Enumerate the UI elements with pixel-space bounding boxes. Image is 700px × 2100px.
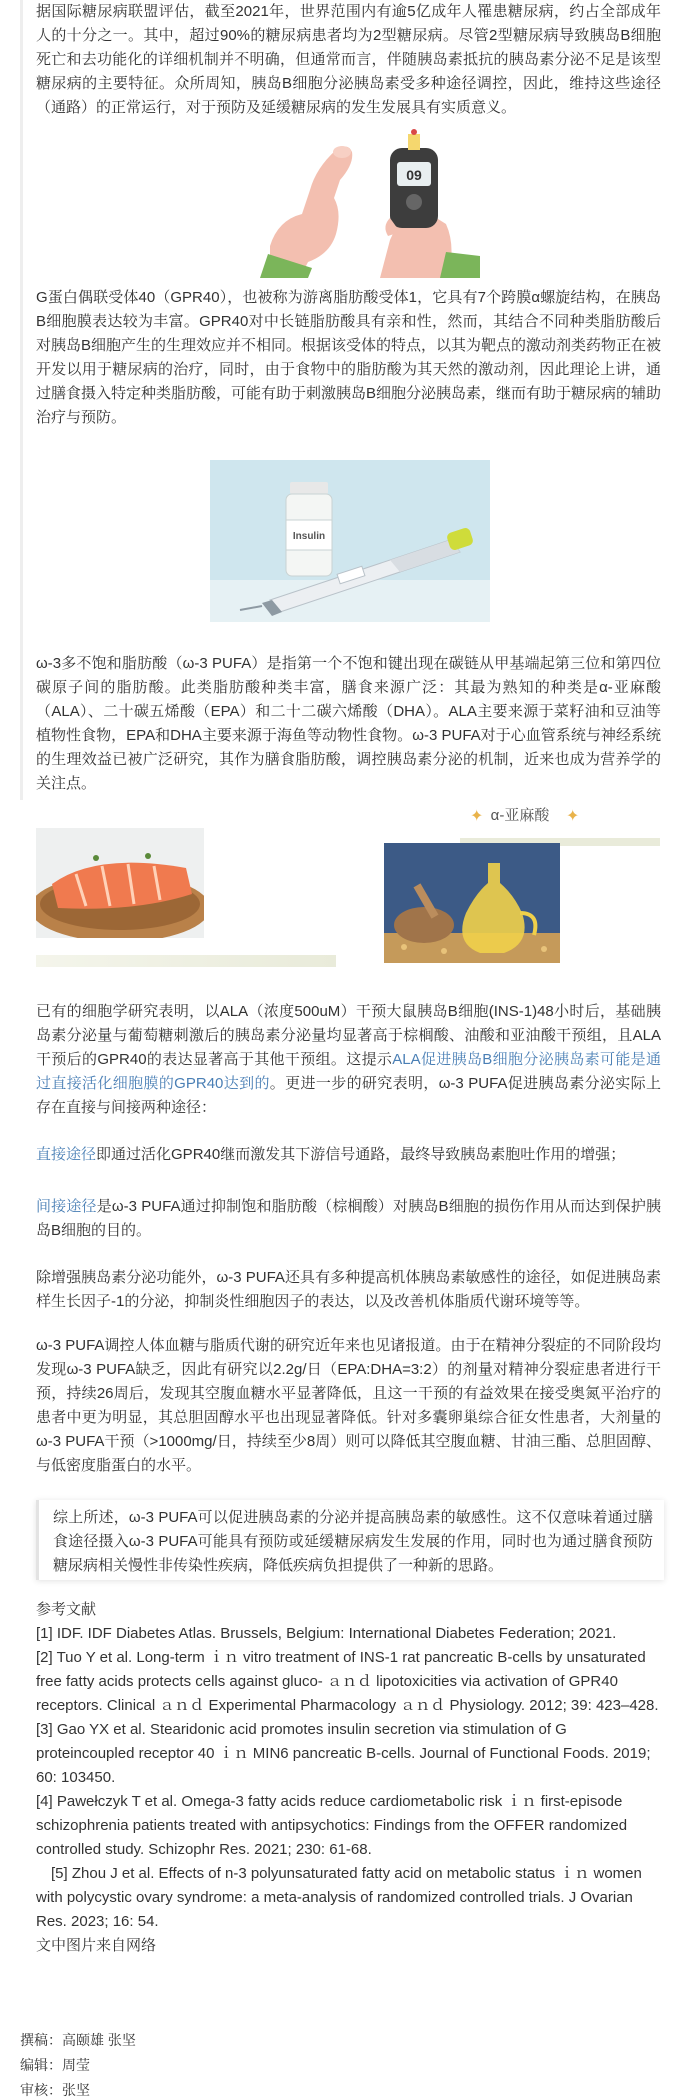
sparkle-right-icon: ✦	[566, 808, 580, 825]
image-source-note: 文中图片来自网络	[36, 1937, 157, 1954]
reference-item: [5] Zhou J et al. Effects of n-3 polyunsaturated fatty acid on metabolic status ｉｎ women with polycystic ovary syndrome: a meta-analysis of randomized controlled trials. J Ovarian Res. 2023; 16: 54.	[36, 1865, 642, 1930]
credit-reviewer: 审核：张坚	[20, 2082, 90, 2098]
direct-pathway-label: 直接途径	[36, 1146, 97, 1163]
references-heading: 参考文献	[36, 1601, 97, 1618]
indirect-pathway-text: 是ω-3 PUFA通过抑制饱和脂肪酸（棕榈酸）对胰岛B细胞的损伤作用从而达到保护胰岛B细胞的目的。	[36, 1198, 661, 1239]
summary-text: 综上所述，ω-3 PUFA可以促进胰岛素的分泌并提高胰岛素的敏感性。这不仅意味着通过膳食途径摄入ω-3 PUFA可能具有预防或延缓糖尿病发生发展的作用，同时也为通过膳食预防糖尿病相关慢性非传染性疾病，降低疾病负担提供了一种新的思路。	[53, 1509, 653, 1574]
credit-editor: 编辑：周莹	[20, 2057, 90, 2073]
ala-study-text-b: 。更进一步的研究表明，ω-3 PUFA促进胰岛素分泌实际上存在直接与间接两种途径：	[36, 1075, 661, 1116]
insulin-vial-label: Insulin	[292, 531, 326, 542]
paragraph-ala-study	[36, 1000, 661, 1120]
ala-study-highlight: ALA促进胰岛B细胞分泌胰岛素可能是通过直接活化细胞膜的GPR40达到的	[36, 1051, 662, 1092]
paragraph-indirect-pathway	[36, 1195, 661, 1243]
paragraph-omega3: ω-3多不饱和脂肪酸（ω-3 PUFA）是指第一个不饱和键出现在碳链从甲基端起第三位和第四位碳原子间的脂肪酸。此类脂肪酸种类丰富，膳食来源广泛：其最为熟知的种类是α-亚麻酸（ALA）、二十碳五烯酸（EPA）和二十二碳六烯酸（DHA）。ALA主要来源于菜籽油和豆油等植物性食物，EPA和DHA主要来源于海鱼等动物性食物。ω-3 PUFA对于心血管系统与神经系统的生理效益已被广泛研究，其作为膳食脂肪酸，调控胰岛素分泌的机制，近来也成为营养学的关注点。	[36, 655, 661, 792]
flaxseed-oil-image	[384, 843, 560, 963]
decorative-band-bottom	[36, 955, 336, 967]
insulin-vial-icon	[286, 482, 332, 576]
ala-study-text-a: 已有的细胞学研究表明，以ALA（浓度500uM）干预大鼠胰岛B细胞(INS-1)48小时后，基础胰岛素分泌量与葡萄糖刺激后的胰岛素分泌量均显著高于棕榈酸、油酸和亚油酸干预组，且ALA干预后的GPR40的表达显著高于其他干预组。这提示	[36, 1003, 661, 1068]
glucose-meter-icon	[390, 129, 438, 228]
summary-box	[36, 1500, 664, 1580]
salmon-image	[36, 828, 204, 938]
meter-reading: 09	[406, 167, 422, 183]
glucose-meter-illustration	[250, 128, 480, 278]
credit-writers: 撰稿：高颐雄 张坚	[20, 2032, 136, 2048]
sparkle-left-icon: ✦	[470, 808, 484, 825]
paragraph-clinical-studies: ω-3 PUFA调控人体血糖与脂质代谢的研究近年来也见诸报道。由于在精神分裂症的不同阶段均发现ω-3 PUFA缺乏，因此有研究以2.2g/日（EPA:DHA=3:2）的剂量对精神分裂症患者进行干预，持续26周后，发现其空腹血糖水平显著降低，且这一干预的有益效果在接受奥氮平治疗的患者中更为明显，其总胆固醇水平也出现显著降低。针对多囊卵巢综合征女性患者，大剂量的ω-3 PUFA干预（>1000mg/日，持续至少8周）则可以降低其空腹血糖、甘油三酯、总胆固醇、与低密度脂蛋白的水平。	[36, 1337, 661, 1474]
direct-pathway-text: 即通过活化GPR40继而激发其下游信号通路，最终导致胰岛素胞吐作用的增强；	[96, 1146, 626, 1163]
insulin-pen-image	[210, 460, 490, 622]
reference-item: [2] Tuo Y et al. Long-term ｉｎ vitro treatment of INS-1 rat pancreatic B-cells by unsaturated free fatty acids protects cells against gluco- ａｎｄ lipotoxicities via activation of GPR40 receptors. Clinical ａｎｄ Experimental Pharmacology ａｎｄ Physiology. 2012; 39: 423–428.	[36, 1649, 659, 1714]
ala-section-title: α-亚麻酸	[490, 807, 550, 824]
mortar-icon	[394, 907, 454, 943]
paragraph-diabetes-intro: 据国际糖尿病联盟评估，截至2021年，世界范围内有逾5亿成年人罹患糖尿病，约占全部成年人的十分之一。其中，超过90%的糖尿病患者均为2型糖尿病。尽管2型糖尿病导致胰岛B细胞死亡和去功能化的详细机制并不明确，但通常而言，伴随胰岛素抵抗的胰岛素分泌不足是该型糖尿病的主要特征。众所周知，胰岛B细胞分泌胰岛素受多种途径调控，因此，维持这些途径（通路）的正常运行，对于预防及延缓糖尿病的发生发展具有实质意义。	[36, 3, 661, 116]
reference-item: [4] Pawełczyk T et al. Omega-3 fatty acids reduce cardiometabolic risk ｉｎ first-episode schizophrenia patients treated with antipsychotics: Findings from the OFFER randomized controlled study. Schizophr Res. 2021; 230: 61-68.	[36, 1793, 628, 1858]
indirect-pathway-label: 间接途径	[36, 1198, 97, 1215]
reference-item: [3] Gao YX et al. Stearidonic acid promotes insulin secretion via stimulation of G proteincoupled receptor 40 ｉｎ MIN6 pancreatic B-cells. Journal of Functional Foods. 2019; 60: 103450.	[36, 1721, 651, 1786]
left-rule	[20, 0, 23, 800]
paragraph-insulin-sensitivity: 除增强胰岛素分泌功能外，ω-3 PUFA还具有多种提高机体胰岛素敏感性的途径，如促进胰岛素样生长因子-1的分泌，抑制炎性细胞因子的表达，以及改善机体脂质代谢环境等等。	[36, 1269, 661, 1310]
finger-hand-icon	[260, 146, 352, 278]
reference-item: [1] IDF. IDF Diabetes Atlas. Brussels, Belgium: International Diabetes Federation; 2021.	[36, 1625, 617, 1642]
paragraph-direct-pathway	[36, 1143, 661, 1167]
references-section	[36, 1598, 661, 1958]
paragraph-gpr40: G蛋白偶联受体40（GPR40），也被称为游离脂肪酸受体1，它具有7个跨膜α螺旋结构，在胰岛B细胞膜表达较为丰富。GPR40对中长链脂肪酸具有亲和性，然而，其结合不同种类脂肪酸后对胰岛B细胞产生的生理效应并不相同。根据该受体的特点，以其为靶点的激动剂类药物正在被开发以用于糖尿病的治疗，同时，由于食物中的脂肪酸为其天然的激动剂，因此理论上讲，通过膳食摄入特定种类脂肪酸，可能有助于刺激胰岛B细胞分泌胰岛素，继而有助于糖尿病的辅助治疗与预防。	[36, 289, 662, 426]
